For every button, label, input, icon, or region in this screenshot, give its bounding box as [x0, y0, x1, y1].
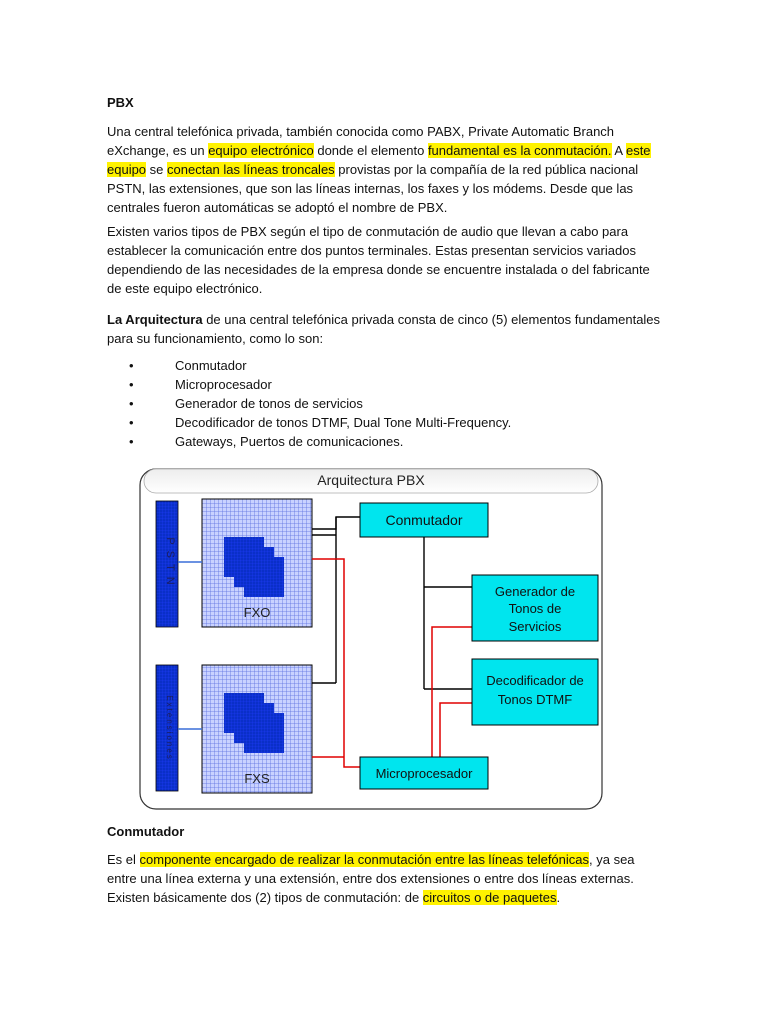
list-item: • Microprocesador	[107, 375, 511, 394]
elements-list	[107, 356, 511, 451]
bold-term: La Arquitectura	[107, 312, 203, 327]
diagram-title: Arquitectura PBX	[317, 472, 425, 488]
text-run: Una central telefónica privada, también conocida como PABX, Private Automatic Branch eXchange, es un	[107, 124, 615, 158]
paragraph-conmutador	[107, 850, 667, 907]
fxo-chip	[244, 557, 284, 597]
microprocesador-label: Microprocesador	[375, 766, 473, 781]
paragraph-types: Existen varios tipos de PBX según el tipo de conmutación de audio que llevan a cabo para establecer la comunicación entre dos puntos terminales. Estas presentan servicios variados dependiendo de las necesidades de la empresa donde se encuentre instalada o del fabricante de este equipo electrónico.	[107, 224, 650, 296]
generador-label: Tonos de	[508, 601, 562, 616]
text-run: Es el	[107, 852, 140, 867]
pstn-label: PSTN	[164, 537, 176, 591]
text-run: , ya sea entre una línea externa y una extensión, entre dos extensiones o entre dos líneas externas. Existen básicamente dos (2) tipos de conmutación: de	[107, 852, 635, 905]
generador-label: Generador de	[494, 584, 576, 599]
highlight: circuitos o de paquetes	[422, 890, 557, 905]
list-item: • Conmutador	[107, 356, 511, 375]
highlight: equipo electrónico	[208, 143, 314, 158]
section-heading: Conmutador	[107, 824, 185, 839]
highlight: este equipo	[107, 143, 651, 177]
page-title: PBX	[107, 95, 134, 110]
list-item: • Generador de tonos de servicios	[107, 394, 511, 413]
list-item: • Gateways, Puertos de comunicaciones.	[107, 432, 511, 451]
decodificador-label: Decodificador de	[486, 673, 584, 688]
list-item: • Decodificador de tonos DTMF, Dual Tone Multi-Frequency.	[107, 413, 511, 432]
fxo-label: FXO	[243, 605, 271, 620]
generador-label: Servicios	[508, 619, 562, 634]
highlight: conectan las líneas troncales	[167, 162, 335, 177]
text-run: provistas por la compañía de la red pública nacional PSTN, las extensiones, que son las líneas internas, los faxes y los módems. Desde que las centrales fueron automáticas se adoptó el nombre de PBX.	[107, 162, 639, 215]
text-run: donde el elemento	[313, 143, 428, 158]
fxs-label: FXS	[244, 771, 270, 786]
text-run: de una central telefónica privada consta de cinco (5) elementos fundamentales para su funcionamiento, como lo son:	[107, 312, 661, 346]
decodificador-label: Tonos DTMF	[497, 692, 573, 707]
highlight: componente encargado de realizar la conmutación entre las líneas telefónicas	[139, 852, 590, 867]
fxs-chip	[244, 713, 284, 753]
pbx-architecture-diagram	[138, 467, 604, 811]
extensiones-label: Extensiones	[165, 695, 174, 761]
conmutador-label: Conmutador	[385, 512, 463, 528]
paragraph-intro	[107, 122, 667, 217]
highlight: fundamental es la conmutación.	[427, 143, 612, 158]
text-run: A	[611, 143, 626, 158]
text-run: se	[146, 162, 168, 177]
paragraph-architecture	[107, 310, 667, 348]
text-run: .	[556, 890, 561, 905]
